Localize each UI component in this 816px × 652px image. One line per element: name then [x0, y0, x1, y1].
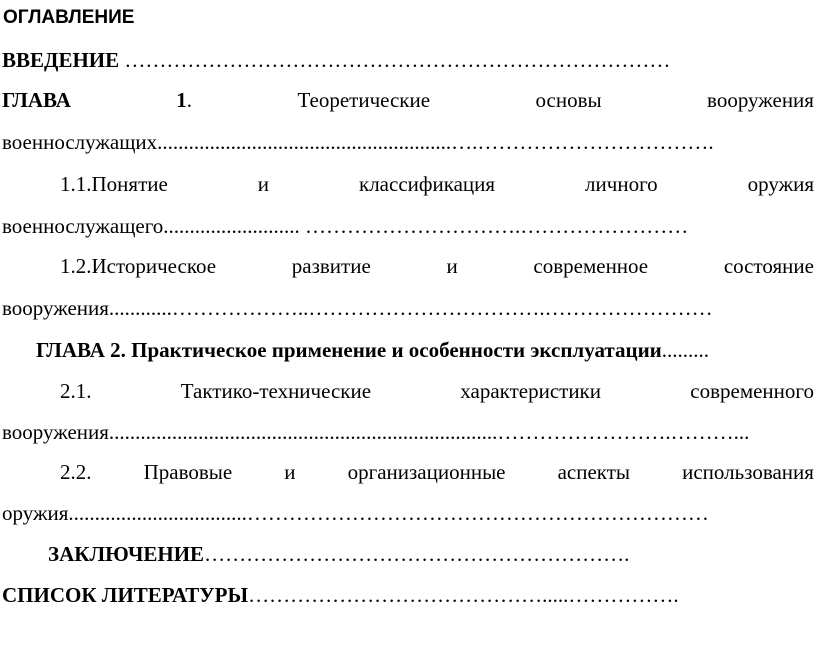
conclusion-title: ЗАКЛЮЧЕНИЕ [48, 542, 205, 566]
section11-word: личного [585, 172, 658, 196]
section22-word: 2.2. [60, 460, 92, 484]
section11-word: и [257, 172, 270, 196]
references-title: СПИСОК ЛИТЕРАТУРЫ [2, 583, 249, 607]
section21-word: 2.1. [60, 379, 92, 403]
chapter2-title: ГЛАВА 2. Практическое применение и особенности эксплуатации [36, 338, 662, 362]
toc-entry-conclusion [48, 540, 814, 568]
section22-word: и [284, 460, 296, 484]
section21-word: Тактико-технические [180, 379, 372, 403]
chapter2-leader: ......... [661, 338, 710, 362]
references-leader: …………………………………….....……………. [248, 583, 679, 607]
toc-entry-chapter2 [36, 336, 814, 364]
chapter1-word: Теоретические [297, 88, 431, 112]
section12-word: развитие [291, 254, 371, 278]
section11-word: 1.1.Понятие [60, 172, 168, 196]
section21-word: современного [690, 379, 814, 403]
toc-entry-section-1-1 [60, 170, 814, 198]
chapter1-number: 1 [176, 88, 187, 112]
toc-entry-references [2, 581, 814, 609]
toc-heading: ОГЛАВЛЕНИЕ [3, 7, 135, 28]
chapter1-label: ГЛАВА [2, 88, 71, 112]
chapter1-word: основы [535, 88, 602, 112]
section21-word: характеристики [460, 379, 602, 403]
section22-continuation: оружия..................................………………………………………………………… [2, 501, 709, 525]
conclusion-leader: ……………………………………………………. [204, 542, 630, 566]
section11-word: оружия [747, 172, 814, 196]
section12-continuation: вооружения............………………..…………………………….…………………… [2, 296, 713, 320]
toc-entry-intro [2, 46, 814, 74]
section22-word: аспекты [557, 460, 631, 484]
chapter1-number-punct: . [186, 88, 193, 112]
section22-word: использования [682, 460, 814, 484]
section11-continuation: военнослужащего.......................... ………………………….…………………… [2, 214, 689, 238]
section22-word: Правовые [143, 460, 233, 484]
section22-word: организационные [347, 460, 506, 484]
toc-entry-section-2-1 [60, 377, 814, 405]
toc-entry-section-1-2 [60, 252, 814, 280]
section12-word: и [446, 254, 458, 278]
intro-title: ВВЕДЕНИЕ [2, 48, 120, 72]
section12-word: состояние [723, 254, 814, 278]
section12-word: 1.2.Историческое [60, 254, 217, 278]
section21-continuation: вооружения..........................................................................…………………….………... [2, 420, 750, 444]
section11-word: классификация [359, 172, 496, 196]
chapter1-word: вооружения [707, 88, 814, 112]
chapter1-number-wrap [176, 86, 192, 114]
toc-entry-chapter1 [2, 86, 814, 114]
section12-word: современное [533, 254, 649, 278]
intro-leader: …………………………………………………………………… [119, 48, 671, 72]
chapter1-continuation: военнослужащих........................................................….……………………………. [2, 130, 714, 154]
toc-entry-section-2-2 [60, 458, 814, 486]
